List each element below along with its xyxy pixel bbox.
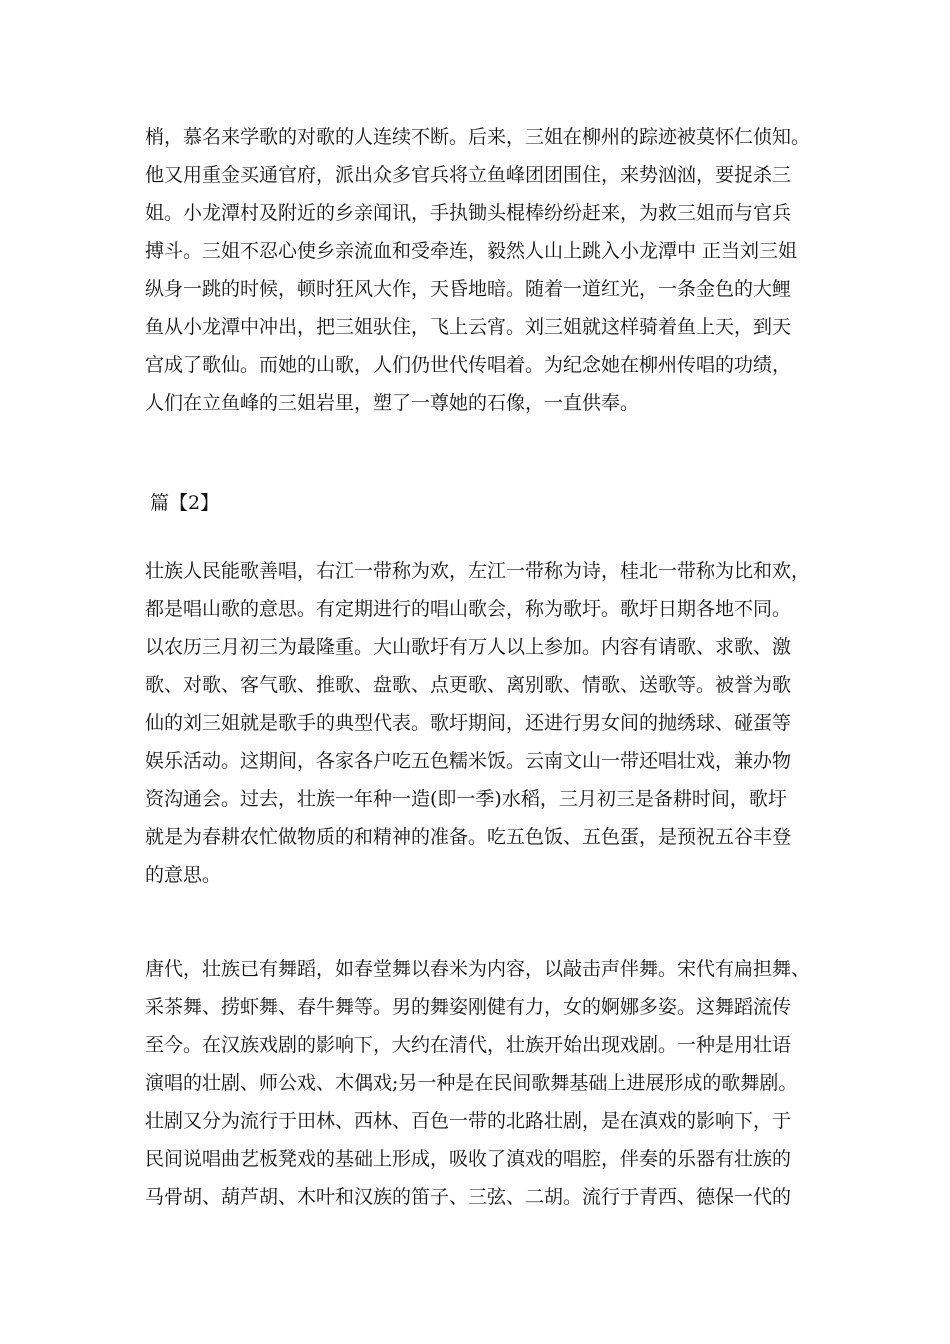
text-line: 宫成了歌仙。而她的山歌，人们仍世代传唱着。为纪念她在柳州传唱的功绩，: [145, 354, 792, 376]
section-heading: 篇【2】: [150, 492, 220, 514]
text-line: 仙的刘三姐就是歌手的典型代表。歌圩期间，还进行男女间的抛绣球、碰蛋等: [145, 712, 792, 734]
paragraph-dance-drama: [145, 950, 845, 1216]
text-line: 资沟通会。过去，壮族一年种一造(即一季)水稻，三月初三是备耕时间，歌圩: [145, 788, 787, 810]
text-line: 都是唱山歌的意思。有定期进行的唱山歌会，称为歌圩。歌圩日期各地不同。: [145, 598, 792, 620]
text-line: 壮族人民能歌善唱，右江一带称为欢，左江一带称为诗，桂北一带称为比和欢，: [145, 560, 811, 582]
text-line: 马骨胡、葫芦胡、木叶和汉族的笛子、三弦、二胡。流行于青西、德保一代的: [145, 1186, 792, 1208]
text-line: 至今。在汉族戏剧的影响下，大约在清代，壮族开始出现戏剧。一种是用壮语: [145, 1034, 792, 1056]
text-line: 民间说唱曲艺板凳戏的基础上形成，吸收了滇戏的唱腔，伴奏的乐器有壮族的: [145, 1148, 792, 1170]
text-line: 娱乐活动。这期间，各家各户吃五色糯米饭。云南文山一带还唱壮戏，兼办物: [145, 750, 792, 772]
text-line: 壮剧又分为流行于田林、西林、百色一带的北路壮剧，是在滇戏的影响下，于: [145, 1110, 792, 1132]
text-line: 的意思。: [145, 864, 222, 886]
text-line: 搏斗。三姐不忍心使乡亲流血和受牵连，毅然人山上跳入小龙潭中 正当刘三姐: [145, 240, 798, 262]
text-line: 纵身一跳的时候，顿时狂风大作，天昏地暗。随着一道红光，一条金色的大鲤: [145, 278, 792, 300]
text-line: 他又用重金买通官府，派出众多官兵将立鱼峰团团围住，来势汹汹，要捉杀三: [145, 164, 792, 186]
paragraph-liu-sanjie-legend: [145, 118, 845, 422]
text-line: 演唱的壮剧、师公戏、木偶戏;另一种是在民间歌舞基础上进展形成的歌舞剧。: [145, 1072, 798, 1094]
text-line: 鱼从小龙潭中冲出，把三姐驮住，飞上云宵。刘三姐就这样骑着鱼上天，到天: [145, 316, 792, 338]
text-line: 梢，慕名来学歌的对歌的人连续不断。后来，三姐在柳州的踪迹被莫怀仁侦知。: [145, 126, 811, 148]
text-line: 以农历三月初三为最隆重。大山歌圩有万人以上参加。内容有请歌、求歌、激: [145, 636, 792, 658]
text-line: 唐代，壮族已有舞蹈，如春堂舞以舂米为内容，以敲击声伴舞。宋代有扁担舞、: [145, 958, 811, 980]
text-line: 姐。小龙潭村及附近的乡亲闻讯，手执锄头棍棒纷纷赶来，为救三姐而与官兵: [145, 202, 792, 224]
text-line: 就是为春耕农忙做物质的和精神的准备。吃五色饭、五色蛋，是预祝五谷丰登: [145, 826, 792, 848]
paragraph-song-fair: [145, 552, 845, 894]
text-line: 歌、对歌、客气歌、推歌、盘歌、点更歌、离别歌、情歌、送歌等。被誉为歌: [145, 674, 792, 696]
text-line: 人们在立鱼峰的三姐岩里，塑了一尊她的石像，一直供奉。: [145, 392, 640, 414]
text-line: 采茶舞、捞虾舞、春牛舞等。男的舞姿刚健有力，女的婀娜多姿。这舞蹈流传: [145, 996, 792, 1018]
